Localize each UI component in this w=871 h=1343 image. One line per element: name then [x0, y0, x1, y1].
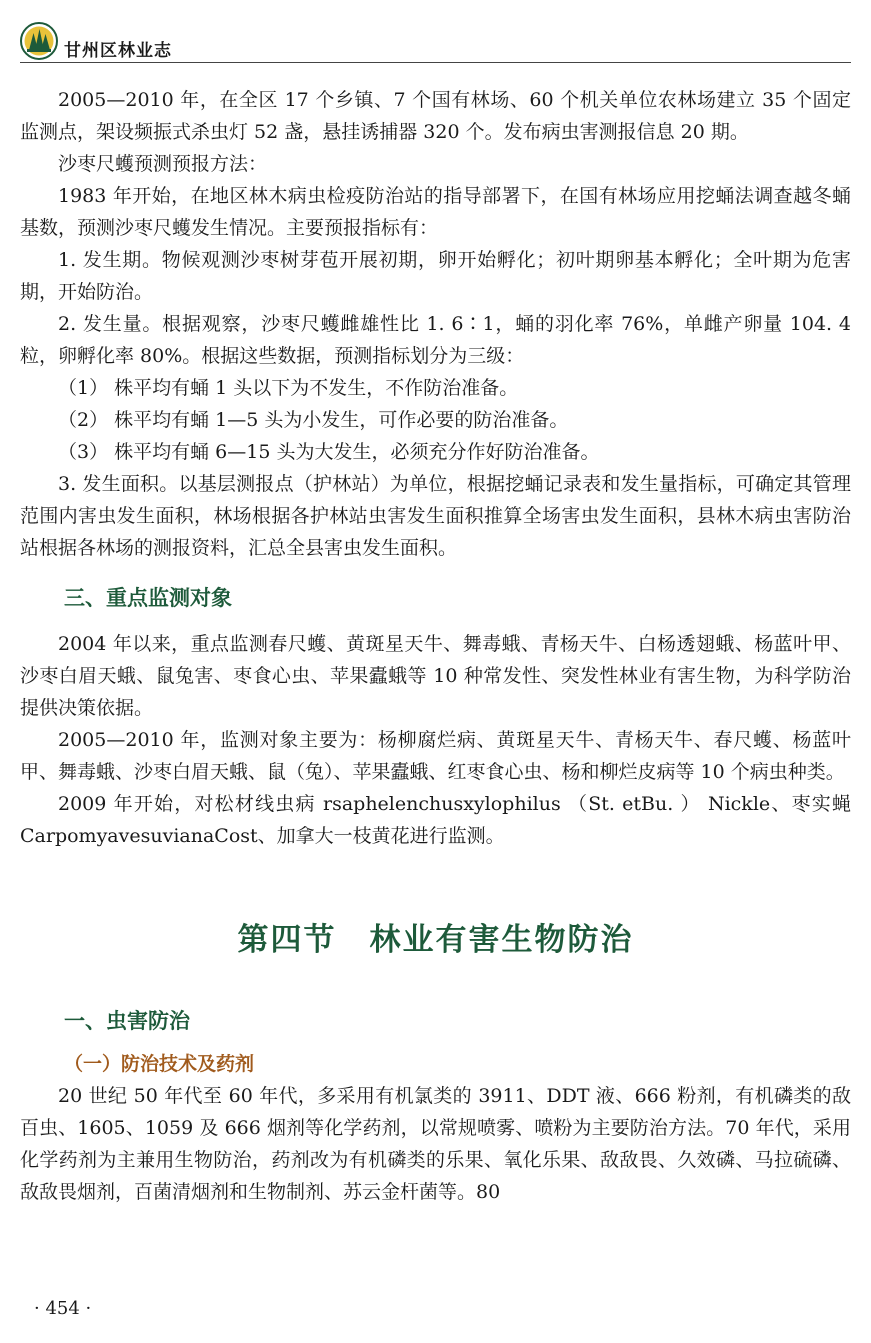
list-item: （1） 株平均有蛹 1 头以下为不发生，不作防治准备。	[58, 377, 519, 399]
section-heading-key-monitoring: 三、重点监测对象	[64, 586, 232, 610]
list-item: （3） 株平均有蛹 6—15 头为大发生，必须充分作好防治准备。	[58, 441, 600, 463]
page-header	[20, 22, 851, 64]
paragraph: 3. 发生面积。以基层测报点（护林站）为单位，根据挖蛹记录表和发生量指标，可确定其管理范围内害虫发生面积，林场根据各护林站虫害发生面积推算全场害虫发生面积，县林木病虫害防治站根据各林场的测报资料，汇总全县害虫发生面积。	[20, 473, 851, 559]
paragraph: 2005—2010 年，在全区 17 个乡镇、7 个国有林场、60 个机关单位农林场建立 35 个固定监测点，架设频振式杀虫灯 52 盏，悬挂诱捕器 320 个。发布病虫害测报信息 20 期。	[20, 89, 851, 143]
forest-tree-logo-icon	[20, 22, 58, 60]
page-number: · 454 ·	[34, 1298, 92, 1319]
paragraph: 2005—2010 年，监测对象主要为：杨柳腐烂病、黄斑星天牛、青杨天牛、春尺蠖、杨蓝叶甲、舞毒蛾、沙枣白眉天蛾、鼠（兔）、苹果蠹蛾、红枣食心虫、杨和柳烂皮病等 10 个病虫种类。	[20, 729, 851, 783]
paragraph: 沙枣尺蠖预测预报方法：	[58, 153, 268, 175]
paragraph: 1. 发生期。物候观测沙枣树芽苞开展初期，卵开始孵化；初叶期卵基本孵化；全叶期为危害期，开始防治。	[20, 249, 851, 303]
paragraph: 2. 发生量。根据观察，沙枣尺蠖雌雄性比 1. 6∶1，蛹的羽化率 76%，单雌产卵量 104. 4 粒，卵孵化率 80%。根据这些数据，预测指标划分为三级：	[20, 313, 851, 367]
book-title: 甘州区林业志	[64, 41, 172, 61]
paragraph: 1983 年开始，在地区林木病虫检疫防治站的指导部署下，在国有林场应用挖蛹法调查越冬蛹基数，预测沙枣尺蠖发生情况。主要预报指标有：	[20, 185, 851, 239]
paragraph: 20 世纪 50 年代至 60 年代，多采用有机氯类的 3911、DDT 液、666 粉剂，有机磷类的敌百虫、1605、1059 及 666 烟剂等化学药剂，以常规喷雾、喷粉为主要防治方法。70 年代，采用化学药剂为主兼用生物防治，药剂改为有机磷类的乐果、氧化乐果、敌敌畏、久效磷、马拉硫磷、敌敌畏烟剂，百菌清烟剂和生物制剂、苏云金杆菌等。80	[20, 1085, 851, 1203]
list-item: （2） 株平均有蛹 1—5 头为小发生，可作必要的防治准备。	[58, 409, 569, 431]
page-body	[20, 84, 851, 1208]
section-heading-pest-control: 一、虫害防治	[64, 1009, 190, 1033]
chapter-title: 第四节 林业有害生物防治	[237, 922, 634, 958]
header-divider	[20, 62, 851, 63]
paragraph: 2004 年以来，重点监测春尺蠖、黄斑星天牛、舞毒蛾、青杨天牛、白杨透翅蛾、杨蓝叶甲、沙枣白眉天蛾、鼠兔害、枣食心虫、苹果蠹蛾等 10 种常发性、突发性林业有害生物，为科学防治提供决策依据。	[20, 633, 851, 719]
subsection-heading-techniques: （一）防治技术及药剂	[64, 1053, 255, 1075]
paragraph: 2009 年开始，对松材线虫病 rsaphelenchusxylophilus （St. etBu. ） Nickle、枣实蝇 CarpomyavesuvianaCost、加拿大一枝黄花进行监测。	[20, 793, 851, 847]
